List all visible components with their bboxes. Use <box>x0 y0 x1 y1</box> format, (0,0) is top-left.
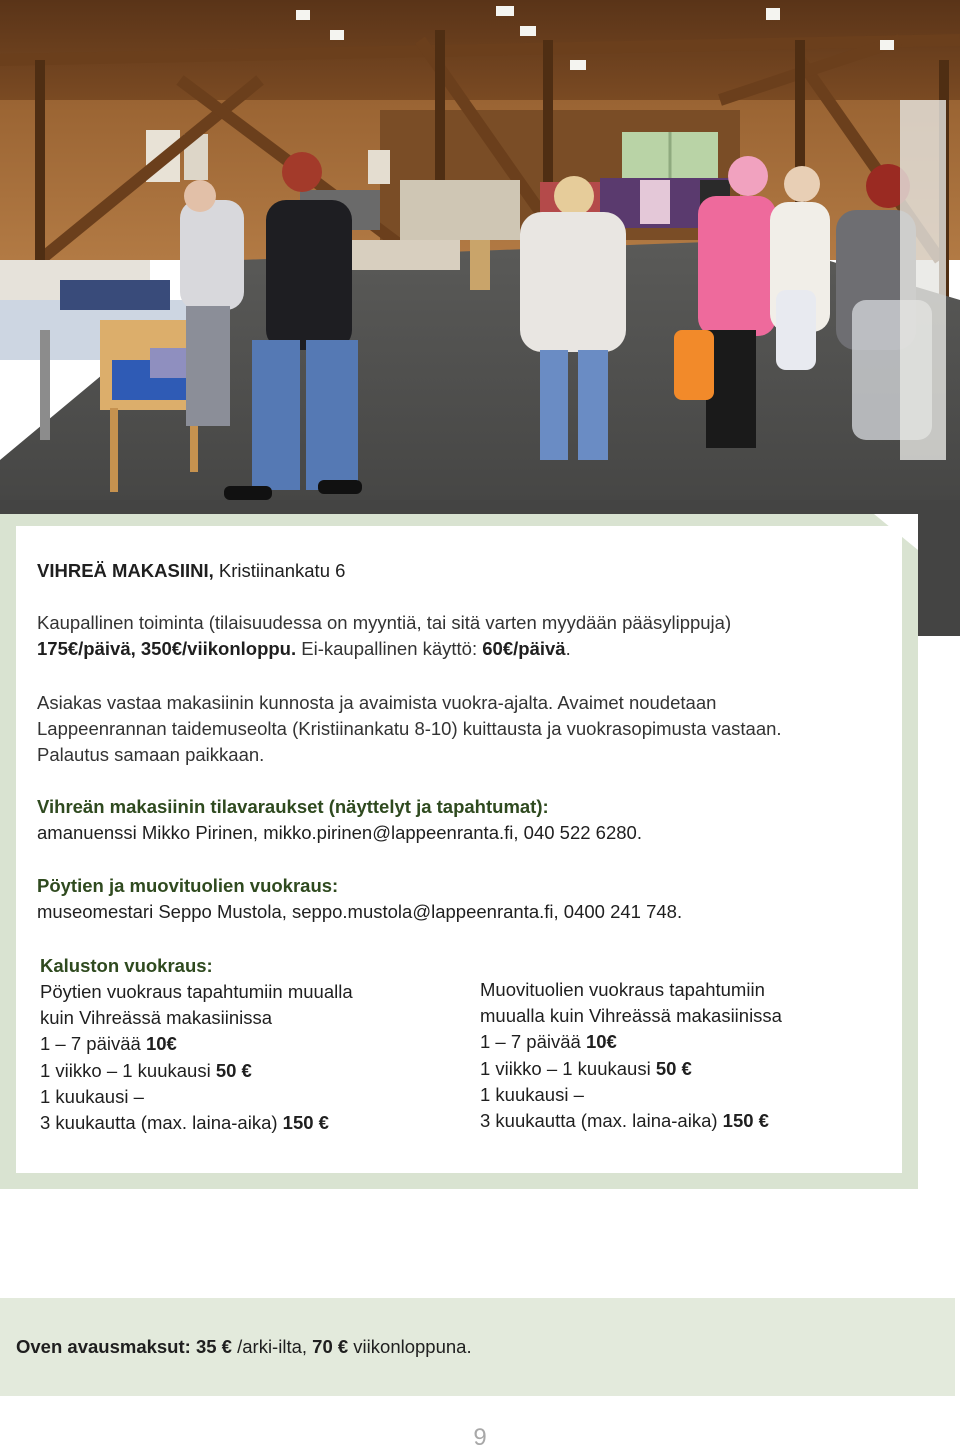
noncommercial-price: 60€/päivä <box>482 638 566 659</box>
window-mid <box>368 150 390 184</box>
chairs-price-3-label: 3 kuukautta (max. laina-aika) <box>480 1110 723 1132</box>
tables-contact: museomestari Seppo Mustola, seppo.mustola@lappeenranta.fi, 0400 241 748. <box>37 901 683 922</box>
chairs-price-1-value: 10€ <box>585 1031 617 1053</box>
tables-price-1-value: 10€ <box>145 1033 177 1055</box>
venue-title-address: Kristiinankatu 6 <box>213 560 346 581</box>
chairs-price-1-label: 1 – 7 päivää <box>480 1031 586 1053</box>
tables-heading: Pöytien ja muovituolien vuokraus: <box>37 875 339 896</box>
reservations-heading: Vihreän makasiinin tilavaraukset (näyttelyt ja tapahtumat): <box>37 796 549 817</box>
commercial-line-1: Kaupallinen toiminta (tilaisuudessa on myyntiä, tai sitä varten myydään pääsylippuja) <box>37 612 732 633</box>
chairs-price-2-label: 1 viikko – 1 kuukausi <box>480 1057 656 1079</box>
chairs-price-2-value: 50 € <box>655 1057 692 1079</box>
door-fees-text <box>16 1334 472 1360</box>
door-fee-weekend-text: viikonloppuna. <box>348 1336 472 1357</box>
tables-rental-column <box>40 979 353 1136</box>
chairs-price-3-value: 150 € <box>722 1110 769 1132</box>
page-number: 9 <box>473 1424 487 1451</box>
chairs-rental-price-1 <box>480 1029 782 1055</box>
tables-price-3-value: 150 € <box>282 1112 329 1134</box>
venue-title-name: VIHREÄ MAKASIINI, <box>37 560 214 581</box>
noncommercial-label: Ei-kaupallinen käyttö: <box>296 638 483 659</box>
chairs-rental-line-2: muualla kuin Vihreässä makasiinissa <box>480 1005 782 1027</box>
panel-corner-fold <box>874 514 918 550</box>
equipment-heading: Kaluston vuokraus: <box>40 955 213 976</box>
chairs-rental-line-1: Muovituolien vuokraus tapahtumiin <box>480 979 765 1000</box>
noncommercial-period: . <box>565 638 571 659</box>
door-fee-weekday-text: /arki-ilta, <box>231 1336 313 1357</box>
commercial-line-2 <box>37 636 571 662</box>
tables-rental-price-3 <box>40 1110 353 1136</box>
tables-price-3-label: 3 kuukautta (max. laina-aika) <box>40 1112 283 1134</box>
tables-rental-price-2 <box>40 1058 353 1084</box>
door-fees-label: Oven avausmaksut: <box>16 1336 191 1357</box>
commercial-prices: 175€/päivä, 350€/viikonloppu. <box>37 638 297 659</box>
chairs-rental-line-5: 1 kuukausi – <box>480 1083 584 1105</box>
chairs-rental-price-3 <box>480 1108 782 1134</box>
tables-rental-line-5: 1 kuukausi – <box>40 1085 144 1107</box>
responsibility-line-1: Asiakas vastaa makasiinin kunnosta ja avaimista vuokra-ajalta. Avaimet noudetaan <box>37 692 717 713</box>
tables-rental-line-2: kuin Vihreässä makasiinissa <box>40 1007 273 1029</box>
tables-price-1-label: 1 – 7 päivää <box>40 1033 146 1055</box>
reservations-contact: amanuenssi Mikko Pirinen, mikko.pirinen@lappeenranta.fi, 040 522 6280. <box>37 822 642 843</box>
door-fee-weekend: 70 € <box>312 1336 349 1357</box>
tables-rental-price-1 <box>40 1031 353 1057</box>
responsibility-line-3: Palautus samaan paikkaan. <box>37 744 265 765</box>
tables-price-2-label: 1 viikko – 1 kuukausi <box>40 1059 216 1081</box>
chairs-rental-column <box>480 977 782 1134</box>
chairs-rental-price-2 <box>480 1056 782 1082</box>
tables-rental-line-1: Pöytien vuokraus tapahtumiin muualla <box>40 981 353 1002</box>
tables-price-2-value: 50 € <box>215 1059 252 1081</box>
door-fee-weekday: 35 € <box>190 1336 232 1357</box>
responsibility-line-2: Lappeenrannan taidemuseolta (Kristiinankatu 8-10) kuittausta ja vuokrasopimusta vastaan. <box>37 718 782 739</box>
venue-title <box>37 558 345 584</box>
